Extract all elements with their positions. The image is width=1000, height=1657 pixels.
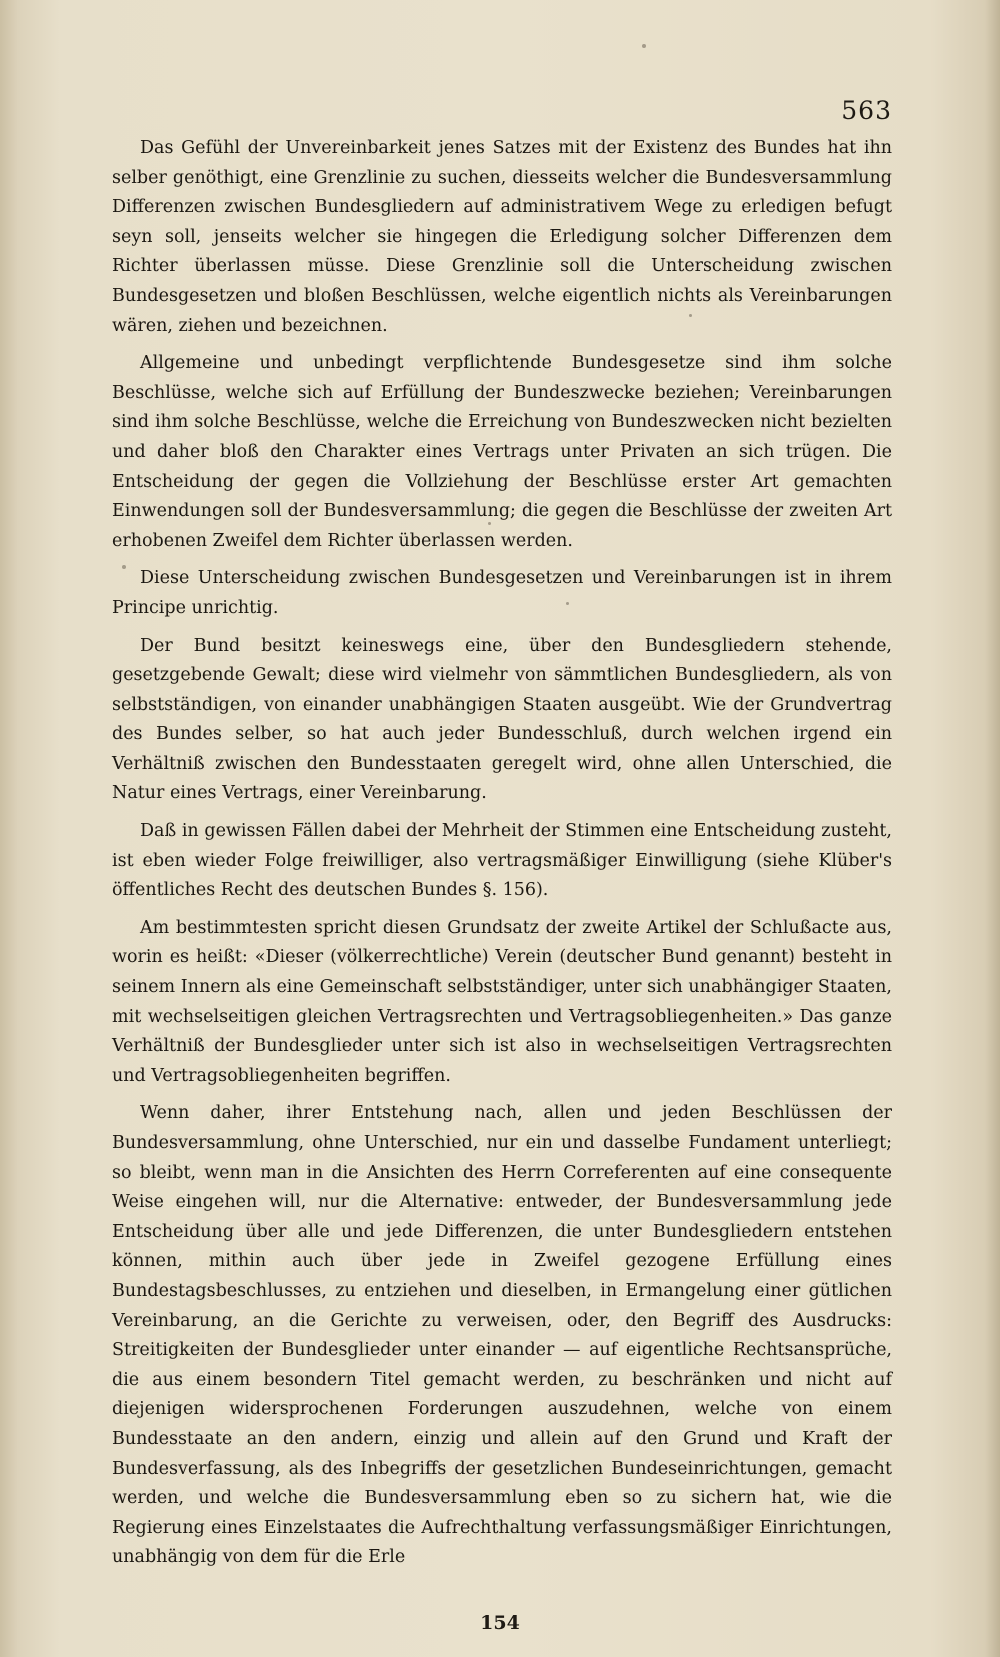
paragraph-2: Allgemeine und unbedingt verpflichtende Bundesgesetze sind ihm solche Beschlüsse, welche sich auf Erfüllung der Bundeszwecke beziehen; Vereinbarungen sind ihm solche Beschlüsse, welche die Erreichung von Bundeszwecken nicht bezielten und daher bloß den Charakter eines Vertrags unter Privaten an sich trügen. Die Entscheidung der gegen die Vollziehung der Beschlüsse erster Art gemachten Einwendungen soll der Bundesversammlung; die gegen die Beschlüsse der zweiten Art erhobenen Zweifel dem Richter überlassen werden. (112, 353, 892, 551)
paragraph-7: Wenn daher, ihrer Entstehung nach, allen und jeden Beschlüssen der Bundesversammlung, ohne Unterschied, nur ein und dasselbe Fundament unterliegt; so bleibt, wenn man in die Ansichten des Herrn Correferenten auf eine consequente Weise eingehen will, nur die Alternative: entweder, der Bundesversammlung jede Entscheidung über alle und jede Differenzen, die unter Bundesgliedern entstehen können, mithin auch über jede in Zweifel gezogene Erfüllung eines Bundestagsbeschlusses, zu entziehen und dieselben, in Ermangelung einer gütlichen Vereinbarung, an die Gerichte zu verweisen, oder, den Begriff des Ausdrucks: Streitigkeiten der Bundesglieder unter einander — auf eigentliche Rechtsansprüche, die aus einem besondern Titel gemacht werden, zu beschränken und nicht auf diejenigen widersprochenen Forderungen auszudehnen, welche von einem Bundesstaate an den andern, einzig und allein auf den Grund und Kraft der Bundesverfassung, als des Inbegriffs der gesetzlichen Bundeseinrichtungen, gemacht werden, und welche die Bundesversammlung eben so zu sichern hat, wie die Regierung eines Einzelstaates die Aufrechthaltung verfassungsmäßiger Einrichtungen, unabhängig von dem für die Erle (112, 1103, 892, 1568)
sheet-signature-number: 154 (480, 1612, 520, 1634)
paper-speck (488, 522, 491, 525)
paper-speck (689, 314, 692, 317)
page-number: 563 (841, 96, 892, 125)
paper-speck (122, 565, 126, 569)
paper-speck (642, 44, 646, 48)
paragraph-5: Daß in gewissen Fällen dabei der Mehrheit der Stimmen eine Entscheidung zusteht, ist eben wieder Folge freiwilliger, also vertragsmäßiger Einwilligung (siehe Klüber's öffentliches Recht des deutschen Bundes §. 156). (112, 821, 892, 901)
paragraph-4: Der Bund besitzt keineswegs eine, über den Bundesgliedern stehende, gesetzgebende Gewalt; diese wird vielmehr von sämmtlichen Bundesgliedern, als von selbstständigen, von einander unabhängigen Staaten ausgeübt. Wie der Grundvertrag des Bundes selber, so hat auch jeder Bundesschluß, durch welchen irgend ein Verhältniß zwischen den Bundesstaaten geregelt wird, ohne allen Unterschied, die Natur eines Vertrags, einer Vereinbarung. (112, 635, 892, 804)
paragraph-3: Diese Unterscheidung zwischen Bundesgesetzen und Vereinbarungen ist in ihrem Principe unrichtig. (112, 568, 892, 618)
body-text (112, 134, 892, 1581)
paragraph-6: Am bestimmtesten spricht diesen Grundsatz der zweite Artikel der Schlußacte aus, worin es heißt: «Dieser (völkerrechtliche) Verein (deutscher Bund genannt) besteht in seinem Innern als eine Gemeinschaft selbstständiger, unter sich unabhängiger Staaten, mit wechselseitigen gleichen Vertragsrechten und Vertragsobliegenheiten.» Das ganze Verhältniß der Bundesglieder unter sich ist also in wechselseitigen Vertragsrechten und Vertragsobliegenheiten begriffen. (112, 917, 892, 1086)
paper-speck (566, 602, 569, 605)
paragraph-1: Das Gefühl der Unvereinbarkeit jenes Satzes mit der Existenz des Bundes hat ihn selber genöthigt, eine Grenzlinie zu suchen, diesseits welcher die Bundesversammlung Differenzen zwischen Bundesgliedern auf administrativem Wege zu erledigen befugt seyn soll, jenseits welcher sie hingegen die Erledigung solcher Differenzen dem Richter überlassen müsse. Diese Grenzlinie soll die Unterscheidung zwischen Bundesgesetzen und bloßen Beschlüssen, welche eigentlich nichts als Vereinbarungen wären, ziehen und bezeichnen. (112, 138, 892, 336)
